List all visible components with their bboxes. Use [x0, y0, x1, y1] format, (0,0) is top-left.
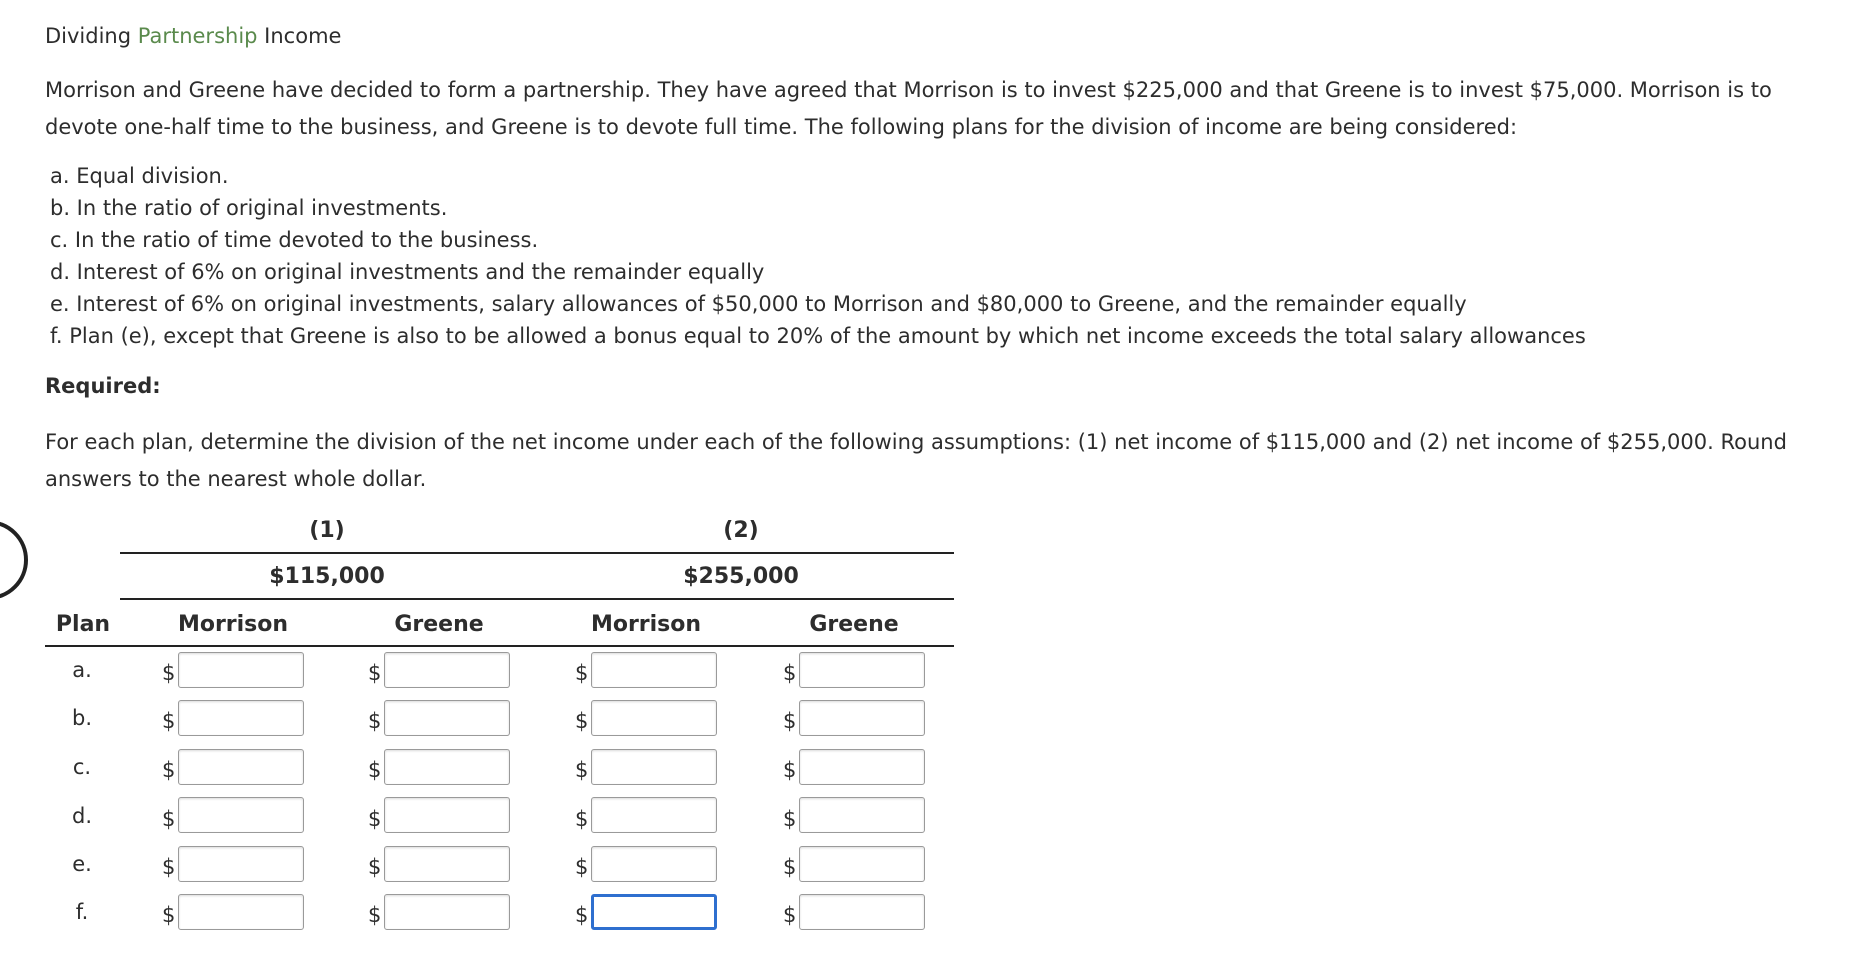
- header-rule-bottom: [45, 645, 954, 647]
- cursor-circle-icon: [0, 520, 28, 600]
- input-a-morrison-1[interactable]: [178, 652, 304, 688]
- plan-list: [50, 160, 1586, 352]
- input-a-greene-2[interactable]: [799, 652, 925, 688]
- title-prefix: Dividing: [45, 24, 138, 48]
- input-b-greene-2[interactable]: [799, 700, 925, 736]
- row-label-e: e.: [72, 852, 92, 876]
- header-rule-middle: [120, 598, 954, 600]
- group2-number: (2): [723, 518, 759, 543]
- title-suffix: Income: [257, 24, 342, 48]
- currency-symbol: $: [368, 903, 382, 927]
- input-e-greene-2[interactable]: [799, 846, 925, 882]
- currency-symbol: $: [783, 903, 797, 927]
- morrison-header-1: Morrison: [177, 612, 289, 637]
- plan-item: e. Interest of 6% on original investments, salary allowances of $50,000 to Morrison and $80,000 to Greene, and the remainder equally: [50, 292, 1467, 316]
- input-a-morrison-2[interactable]: [591, 652, 717, 688]
- row-label-b: b.: [71, 706, 92, 730]
- input-e-morrison-2[interactable]: [591, 846, 717, 882]
- currency-symbol: $: [783, 758, 797, 782]
- problem-intro: Morrison and Greene have decided to form a partnership. They have agreed that Morrison is to invest $225,000 and that Greene is to invest $75,000. Morrison is to devote one-half time to the business, and Greene is to devote full time. The following plans for the division of income are being considered:: [45, 78, 1772, 139]
- plan-item: a. Equal division.: [50, 164, 229, 188]
- input-d-greene-2[interactable]: [799, 797, 925, 833]
- row-label-a: a.: [72, 658, 92, 682]
- input-f-morrison-2[interactable]: [591, 894, 717, 930]
- required-heading: Required:: [45, 374, 161, 398]
- plan-item: d. Interest of 6% on original investments and the remainder equally: [50, 260, 765, 284]
- currency-symbol: $: [575, 807, 589, 831]
- input-c-morrison-2[interactable]: [591, 749, 717, 785]
- group1-amount: $115,000: [269, 564, 385, 589]
- currency-symbol: $: [162, 903, 176, 927]
- currency-symbol: $: [575, 709, 589, 733]
- input-b-greene-1[interactable]: [384, 700, 510, 736]
- row-label-f: f.: [75, 900, 89, 924]
- currency-symbol: $: [575, 903, 589, 927]
- input-f-greene-2[interactable]: [799, 894, 925, 930]
- input-c-morrison-1[interactable]: [178, 749, 304, 785]
- group2-amount: $255,000: [683, 564, 799, 589]
- row-label-d: d.: [71, 804, 92, 828]
- currency-symbol: $: [368, 709, 382, 733]
- currency-symbol: $: [783, 807, 797, 831]
- input-d-morrison-2[interactable]: [591, 797, 717, 833]
- currency-symbol: $: [368, 855, 382, 879]
- plan-column-header: Plan: [55, 612, 111, 637]
- morrison-header-2: Morrison: [590, 612, 702, 637]
- currency-symbol: $: [783, 661, 797, 685]
- input-e-greene-1[interactable]: [384, 846, 510, 882]
- header-rule-top: [120, 552, 954, 554]
- input-b-morrison-2[interactable]: [591, 700, 717, 736]
- currency-symbol: $: [162, 807, 176, 831]
- page-title: [45, 24, 341, 48]
- input-f-greene-1[interactable]: [384, 894, 510, 930]
- currency-symbol: $: [783, 855, 797, 879]
- input-a-greene-1[interactable]: [384, 652, 510, 688]
- plan-item: b. In the ratio of original investments.: [50, 196, 448, 220]
- currency-symbol: $: [575, 855, 589, 879]
- input-e-morrison-1[interactable]: [178, 846, 304, 882]
- currency-symbol: $: [575, 661, 589, 685]
- currency-symbol: $: [368, 807, 382, 831]
- input-c-greene-1[interactable]: [384, 749, 510, 785]
- plan-item: c. In the ratio of time devoted to the business.: [50, 228, 539, 252]
- partnership-link[interactable]: Partnership: [137, 24, 258, 48]
- input-d-greene-1[interactable]: [384, 797, 510, 833]
- currency-symbol: $: [368, 758, 382, 782]
- plan-item: f. Plan (e), except that Greene is also to be allowed a bonus equal to 20% of the amount by which net income exceeds the total salary allowances: [50, 324, 1586, 348]
- input-d-morrison-1[interactable]: [178, 797, 304, 833]
- greene-header-1: Greene: [394, 612, 484, 637]
- currency-symbol: $: [162, 709, 176, 733]
- instructions: For each plan, determine the division of the net income under each of the following assumptions: (1) net income of $115,000 and (2) net income of $255,000. Round answers to the nearest whole dollar.: [45, 430, 1787, 491]
- input-f-morrison-1[interactable]: [178, 894, 304, 930]
- currency-symbol: $: [162, 855, 176, 879]
- currency-symbol: $: [368, 661, 382, 685]
- currency-symbol: $: [162, 661, 176, 685]
- row-label-c: c.: [72, 755, 92, 779]
- greene-header-2: Greene: [809, 612, 899, 637]
- currency-symbol: $: [162, 758, 176, 782]
- input-b-morrison-1[interactable]: [178, 700, 304, 736]
- group1-number: (1): [309, 518, 345, 543]
- currency-symbol: $: [783, 709, 797, 733]
- currency-symbol: $: [575, 758, 589, 782]
- input-c-greene-2[interactable]: [799, 749, 925, 785]
